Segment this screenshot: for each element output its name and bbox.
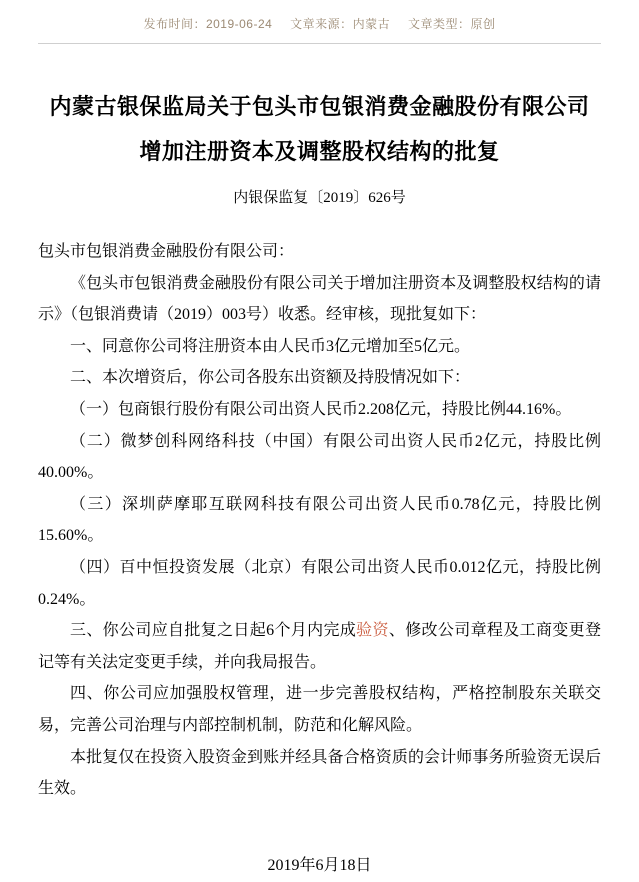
paragraph-item-3-pre: 三、你公司应自批复之日起6个月内完成: [70, 622, 357, 640]
document-title-line1: 内蒙古银保监局关于包头市包银消费金融股份有限公司: [49, 94, 590, 119]
publish-time-text: 发布时间：2019-06-24: [143, 17, 273, 31]
document-title-line2: 增加注册资本及调整股权结构的批复: [139, 139, 500, 164]
document-date: 2019年6月18日: [267, 856, 372, 874]
paragraph-item-4: 四、你公司应加强股权管理，进一步完善股权结构，严格控制股东关联交易，完善公司治理与内部控制机制，防范和化解风险。: [38, 685, 601, 734]
paragraph-shareholder-1: （一）包商银行股份有限公司出资人民币2.208亿元，持股比例44.16%。: [70, 400, 572, 418]
article-type-text: 文章类型：原创: [408, 17, 496, 31]
paragraph-shareholder-3: （三）深圳萨摩耶互联网科技有限公司出资人民币0.78亿元，持股比例15.60%。: [38, 495, 601, 545]
paragraph-shareholder-2: （二）微梦创科网络科技（中国）有限公司出资人民币2亿元，持股比例40.00%。: [38, 432, 601, 482]
salutation: 包头市包银消费金融股份有限公司：: [38, 243, 295, 260]
paragraph-closing: 本批复仅在投资入股资金到账并经具备合格资质的会计师事务所验资无误后生效。: [38, 748, 601, 798]
paragraph-item-3: [38, 615, 601, 678]
paragraph-item-2: 二、本次增资后，你公司各股东出资额及持股情况如下：: [70, 369, 471, 387]
article-source-text: 文章来源：内蒙古: [290, 17, 391, 31]
paragraph-request-received: 《包头市包银消费金融股份有限公司关于增加注册资本及调整股权结构的请示》（包银消费请（2019）003号）收悉。经审核，现批复如下：: [38, 274, 601, 324]
document-title: [38, 84, 601, 174]
paragraph-shareholder-4: （四）百中恒投资发展（北京）有限公司出资人民币0.012亿元，持股比例0.24%。: [38, 558, 601, 608]
header-divider: [38, 43, 601, 44]
keyword-highlight: 验资: [356, 622, 389, 640]
article-meta-bar: [38, 0, 601, 43]
document-body: [38, 236, 601, 805]
paragraph-item-1: 一、同意你公司将注册资本由人民币3亿元增加至5亿元。: [70, 337, 471, 355]
document-number: 内银保监复〔2019〕626号: [233, 190, 406, 206]
paragraph-item-3-post: 、修改公司章程及工商变更登记等有关法定变更手续，并向我局报告。: [38, 622, 601, 671]
